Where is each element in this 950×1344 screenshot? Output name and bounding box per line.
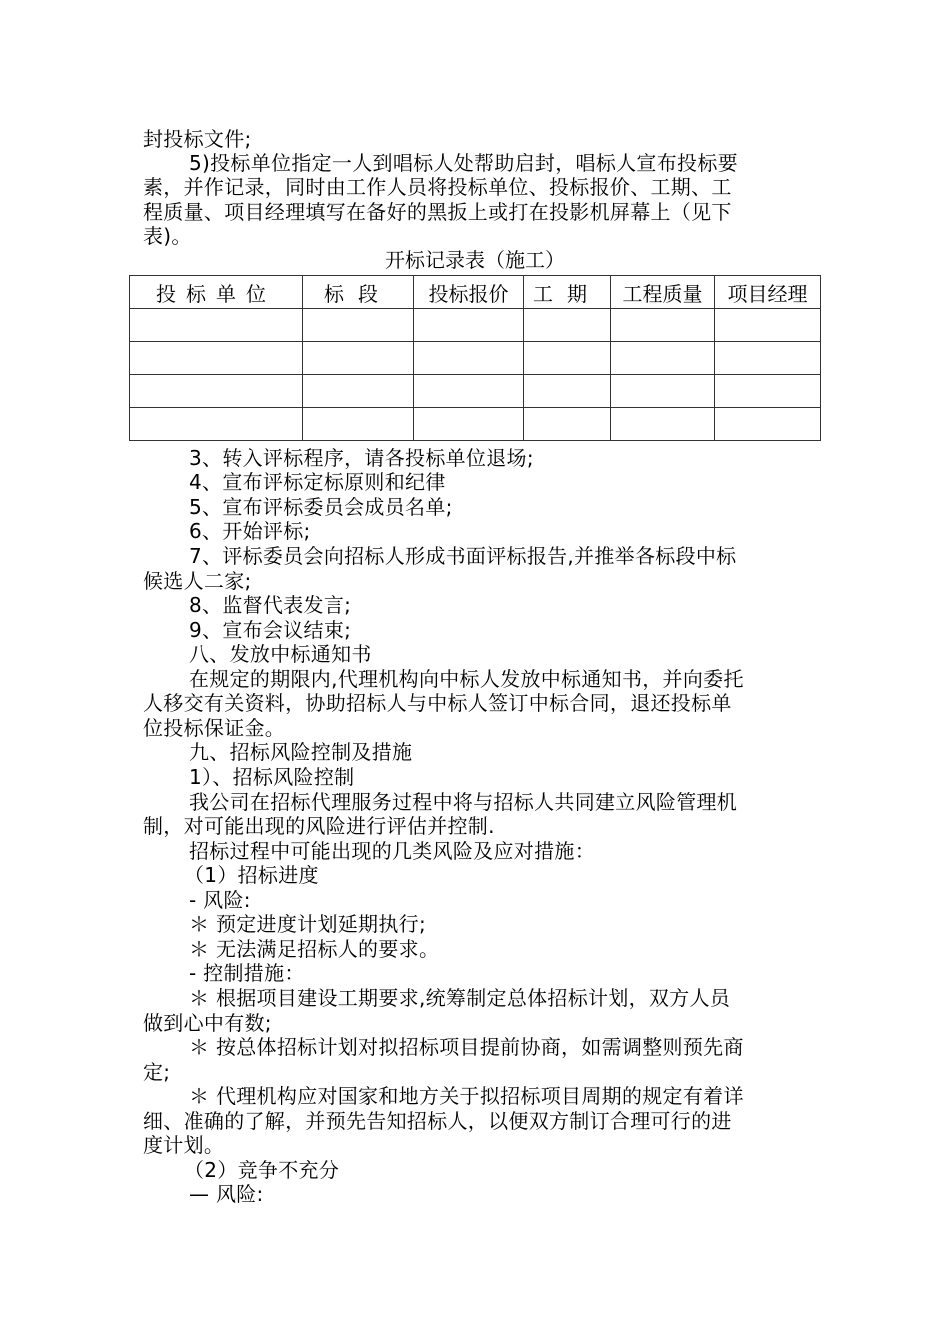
text-line: 7、评标委员会向招标人形成书面评标报告,并推举各标段中标 [189,544,737,568]
text-line: ＊ 根据项目建设工期要求,统筹制定总体招标计划，双方人员 [189,986,731,1010]
table-caption: 开标记录表（施工） [385,248,565,272]
table-cell [130,309,303,342]
header-bidder: 投标单位 [130,276,303,309]
text-line: - 控制措施： [189,961,305,985]
table-cell [611,342,715,375]
table-row [130,342,821,375]
text-line: 程质量、项目经理填写在备好的黑扳上或打在投影机屏幕上（见下 [143,200,732,224]
table-cell [130,408,303,441]
table-cell [414,408,524,441]
header-bid-price: 投标报价 [414,276,524,309]
subsection-heading: （2）竞争不充分 [184,1158,340,1182]
table-cell [303,342,414,375]
text-line: ＊ 按总体招标计划对拟招标项目提前协商，如需调整则预先商 [189,1035,744,1059]
table-row [130,375,821,408]
header-duration: 工期 [524,276,611,309]
text-line: ＊ 无法满足招标人的要求。 [189,937,440,961]
table-cell [130,375,303,408]
text-line: 5)投标单位指定一人到唱标人处帮助启封，唱标人宣布投标要 [189,151,738,175]
subsection-heading: 1）、招标风险控制 [189,765,355,789]
table-cell [524,375,611,408]
text-line: ＊ 预定进度计划延期执行; [189,912,426,936]
text-line: 5、宣布评标委员会成员名单; [189,495,453,519]
table-row [130,408,821,441]
header-quality: 工程质量 [611,276,715,309]
text-line: 在规定的期限内,代理机构向中标人发放中标通知书，并向委托 [189,667,744,691]
header-section: 标段 [303,276,414,309]
table-cell [524,408,611,441]
text-line: 制，对可能出现的风险进行评估并控制. [143,814,495,838]
table-row [130,309,821,342]
table-cell [715,375,821,408]
table-cell [414,342,524,375]
table-cell [414,375,524,408]
table-cell [524,309,611,342]
text-line: 8、监督代表发言; [189,593,352,617]
text-line: 9、宣布会议结束; [189,618,352,642]
text-line: ＊ 代理机构应对国家和地方关于拟招标项目周期的规定有着详 [189,1084,744,1108]
text-line: 素，并作记录，同时由工作人员将投标单位、投标报价、工期、工 [143,175,732,199]
table-cell [611,309,715,342]
bid-opening-record-table [129,275,821,441]
subsection-heading: （1）招标进度 [184,863,319,887]
text-line: - 风险: [189,888,251,912]
text-line: 度计划。 [143,1133,225,1157]
table-cell [715,342,821,375]
table-header-row [130,276,821,309]
text-line: 招标过程中可能出现的几类风险及应对措施： [189,839,595,863]
table-cell [303,309,414,342]
table-cell [414,309,524,342]
table-cell [524,342,611,375]
text-line: 位投标保证金。 [143,716,286,740]
text-line: 4、宣布评标定标原则和纪律 [189,470,446,494]
text-line: 表)。 [143,224,192,248]
text-line: 做到心中有数; [143,1011,272,1035]
text-line: 我公司在招标代理服务过程中将与招标人共同建立风险管理机 [189,790,738,814]
section-heading: 八、发放中标通知书 [189,642,372,666]
text-line: 人移交有关资料，协助招标人与中标人签订中标合同，退还投标单 [143,691,732,715]
table-cell [715,309,821,342]
table-cell [303,408,414,441]
header-manager: 项目经理 [715,276,821,309]
text-line: 封投标文件; [143,127,252,151]
table-cell [303,375,414,408]
section-heading: 九、招标风险控制及措施 [189,740,413,764]
text-line: 6、开始评标; [189,519,311,543]
text-line: — 风险: [189,1182,264,1206]
table-cell [130,342,303,375]
text-line: 定; [143,1060,171,1084]
table-cell [611,375,715,408]
table-cell [715,408,821,441]
text-line: 3、转入评标程序，请各投标单位退场; [189,446,534,470]
text-line: 细、准确的了解，并预先告知招标人，以便双方制订合理可行的进 [143,1109,732,1133]
text-line: 候选人二家; [143,569,252,593]
table-cell [611,408,715,441]
